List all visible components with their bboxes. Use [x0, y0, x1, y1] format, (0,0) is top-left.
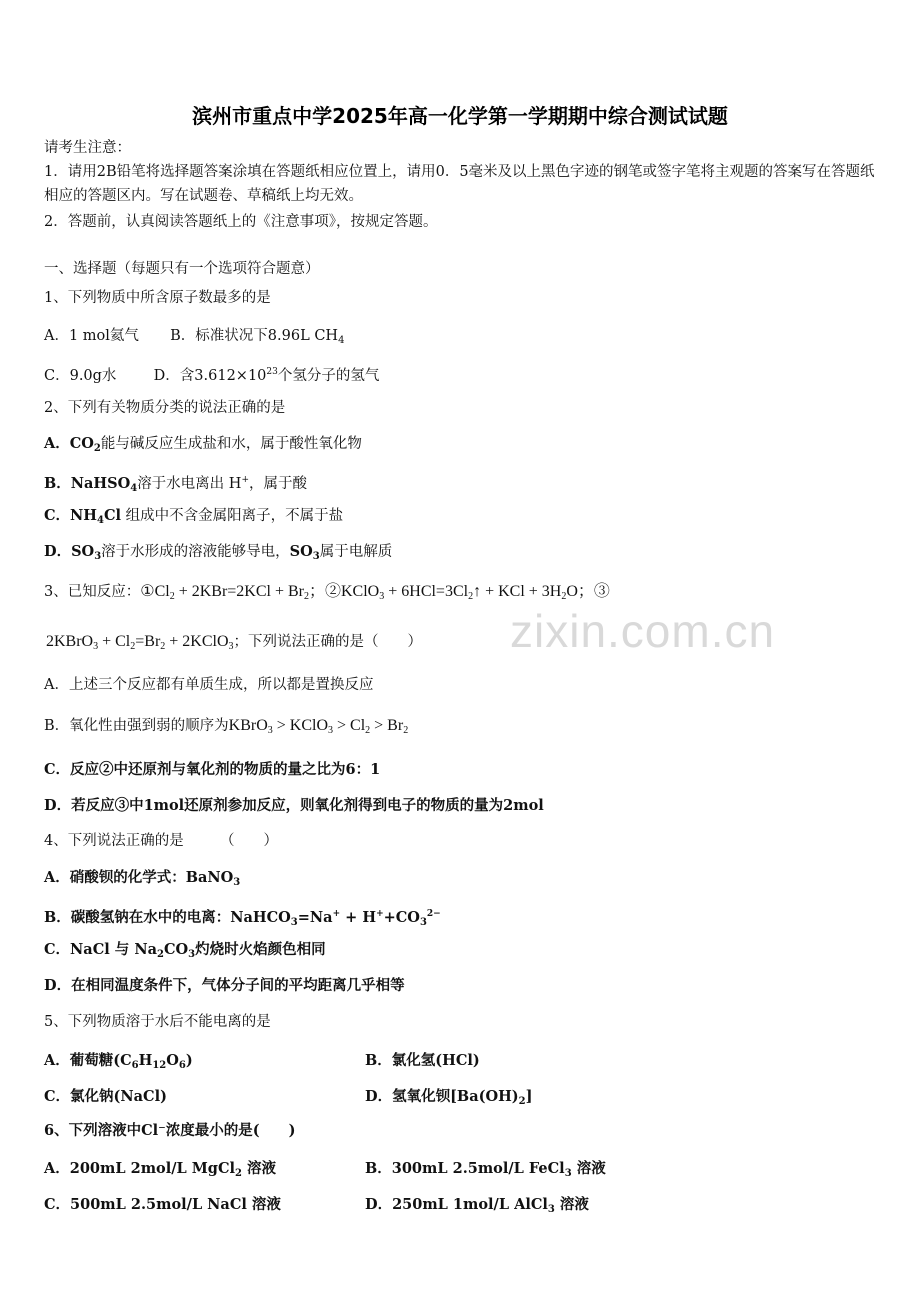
question-6-option-a: A．200mL 2mol/L MgCl$_2$ 溶液 [44, 1160, 277, 1179]
option-a-text: A．200mL 2mol/L MgCl [44, 1160, 235, 1177]
option-a-text: 能与碱反应生成盐和水，属于酸性氧化物 [100, 436, 362, 452]
option-b-tail: 溶液 [576, 1160, 606, 1177]
question-5-option-d: D．氢氧化钡$[Ba(OH)_2]$ [365, 1088, 533, 1107]
option-b-tail: ，属于酸 [249, 476, 307, 492]
option-c-text: C．NaCl 与 Na [44, 941, 157, 958]
question-3-option-c: C．反应②中还原剂与氧化剂的物质的量之比为6：1 [44, 761, 381, 778]
question-2-option-d: D．$SO_3$溶于水形成的溶液能够导电，$SO_3$属于电解质 [44, 543, 393, 562]
question-2-option-c: C．$NH_4Cl$ 组成中不含金属阳离子，不属于盐 [44, 507, 344, 526]
notice-item-2: 2．答题前，认真阅读答题纸上的《注意事项》，按规定答题。 [44, 214, 438, 230]
question-4-option-a: A．硝酸钡的化学式：BaNO$_3$ [44, 869, 241, 888]
question-1-options-ab: A．1 mol氦气 B．标准状况下8.96L $CH_4$ [44, 328, 345, 346]
option-a: A．1 mol氦气 [44, 328, 139, 344]
option-b: B．标准状况下8.96L CH [170, 328, 339, 344]
exponent: 23 [266, 367, 278, 377]
question-6-option-d: D．250mL 1mol/L AlCl$_3$ 溶液 [365, 1196, 589, 1215]
option-b-text: B．碳酸氢钠在水中的电离：NaHCO [44, 909, 291, 926]
option-a-tail: 溶液 [247, 1160, 277, 1177]
question-5-option-b: B．氯化氢(HCl) [365, 1052, 480, 1069]
option-d-text: D．氢氧化钡[Ba(OH) [365, 1088, 519, 1105]
notice-item-1: 1．请用2B铅笔将选择题答案涂填在答题纸相应位置上，请用0．5毫米及以上黑色字迹的钢笔或签字笔将主观题的答案写在答题纸相应的答题区内。写在试题卷、草稿纸上均无效。 [44, 164, 875, 204]
question-2-stem: 2、下列有关物质分类的说法正确的是 [44, 400, 286, 416]
option-d-tail: 溶液 [559, 1196, 589, 1213]
notice-heading: 请考生注意： [44, 140, 131, 156]
option-b-text: B．氧化性由强到弱的顺序为 [44, 718, 229, 734]
question-3-stem: 3、已知反应：$①Cl_2 + 2KBr=2KCl + Br_2$；②KClO$_3$ + $6HCl=3Cl_2↑$ + KCl + $3H_2O$；③ [44, 583, 610, 602]
question-6-stem: 6、下列溶液中Cl⁻浓度最小的是( ) [44, 1122, 296, 1139]
option-c-text: 组成中不含金属阳离子，不属于盐 [125, 508, 344, 524]
option-c: C．9.0g水 [44, 368, 117, 384]
question-3-option-d: D．若反应③中1mol还原剂参加反应，则氧化剂得到电子的物质的量为2mol [44, 797, 544, 814]
question-3-stem-cont: 2KBrO$_3$ + $Cl_2=Br_2$ + 2KClO$_3$；下列说法正确的是（ ） [46, 633, 423, 652]
section-heading: 一、选择题（每题只有一个选项符合题意） [44, 261, 320, 277]
option-d-text: D．250mL 1mol/L AlCl [365, 1196, 548, 1213]
question-4-option-b: B．碳酸氢钠在水中的电离：NaHCO$_3$=Na+ + $H^++CO_3^{2-}$ [44, 909, 441, 928]
question-2-option-b: B．NaHSO$_4$溶于水电离出 H+，属于酸 [44, 475, 307, 494]
page-title: 滨州市重点中学2025年高一化学第一学期期中综合测试试题 [192, 104, 728, 128]
option-a-text: A．硝酸钡的化学式：BaNO [44, 869, 234, 886]
option-b-text: B．300mL 2.5mol/L FeCl [365, 1160, 565, 1177]
option-a-text: A．葡萄糖(C [44, 1052, 132, 1069]
question-5-stem: 5、下列物质溶于水后不能电离的是 [44, 1014, 271, 1030]
question-2-option-a: A．$CO_2$能与碱反应生成盐和水，属于酸性氧化物 [44, 435, 362, 454]
question-5-option-a: A．葡萄糖$(C_6H_{12}O_6)$ [44, 1052, 193, 1071]
question-1-options-cd [44, 362, 379, 386]
option-d: D．含3.612×10 [153, 368, 267, 384]
option-c-tail: 灼烧时火焰颜色相同 [195, 941, 326, 958]
question-6-option-c: C．500mL 2.5mol/L NaCl 溶液 [44, 1196, 281, 1213]
question-1-stem: 1、下列物质中所含原子数最多的是 [44, 290, 271, 306]
option-d-tail: 个氢分子的氢气 [277, 368, 380, 384]
question-5-option-c: C．氯化钠(NaCl) [44, 1088, 167, 1105]
option-b-text: 溶于水电离出 H [137, 476, 242, 492]
question-6-option-b: B．300mL 2.5mol/L FeCl$_3$ 溶液 [365, 1160, 606, 1179]
option-d-tail: 属于电解质 [319, 544, 393, 560]
question-4-option-d: D．在相同温度条件下，气体分子间的平均距离几乎相等 [44, 977, 405, 994]
question-3-lead: 3、已知反应： [44, 584, 141, 600]
watermark: zixin.com.cn [510, 605, 776, 657]
question-4-stem: 4、下列说法正确的是 （ ） [44, 833, 278, 849]
question-4-option-c: C．NaCl 与 $Na_2CO_3$灼烧时火焰颜色相同 [44, 941, 326, 960]
question-3-option-a: A．上述三个反应都有单质生成，所以都是置换反应 [44, 677, 374, 693]
option-d-text: 溶于水形成的溶液能够导电， [101, 544, 290, 560]
question-3-tail: ；下列说法正确的是（ ） [233, 634, 423, 650]
question-3-option-b: B．氧化性由强到弱的顺序为KBrO$_3$ > KClO$_3$ > $Cl_2 > Br_2$ [44, 717, 409, 736]
